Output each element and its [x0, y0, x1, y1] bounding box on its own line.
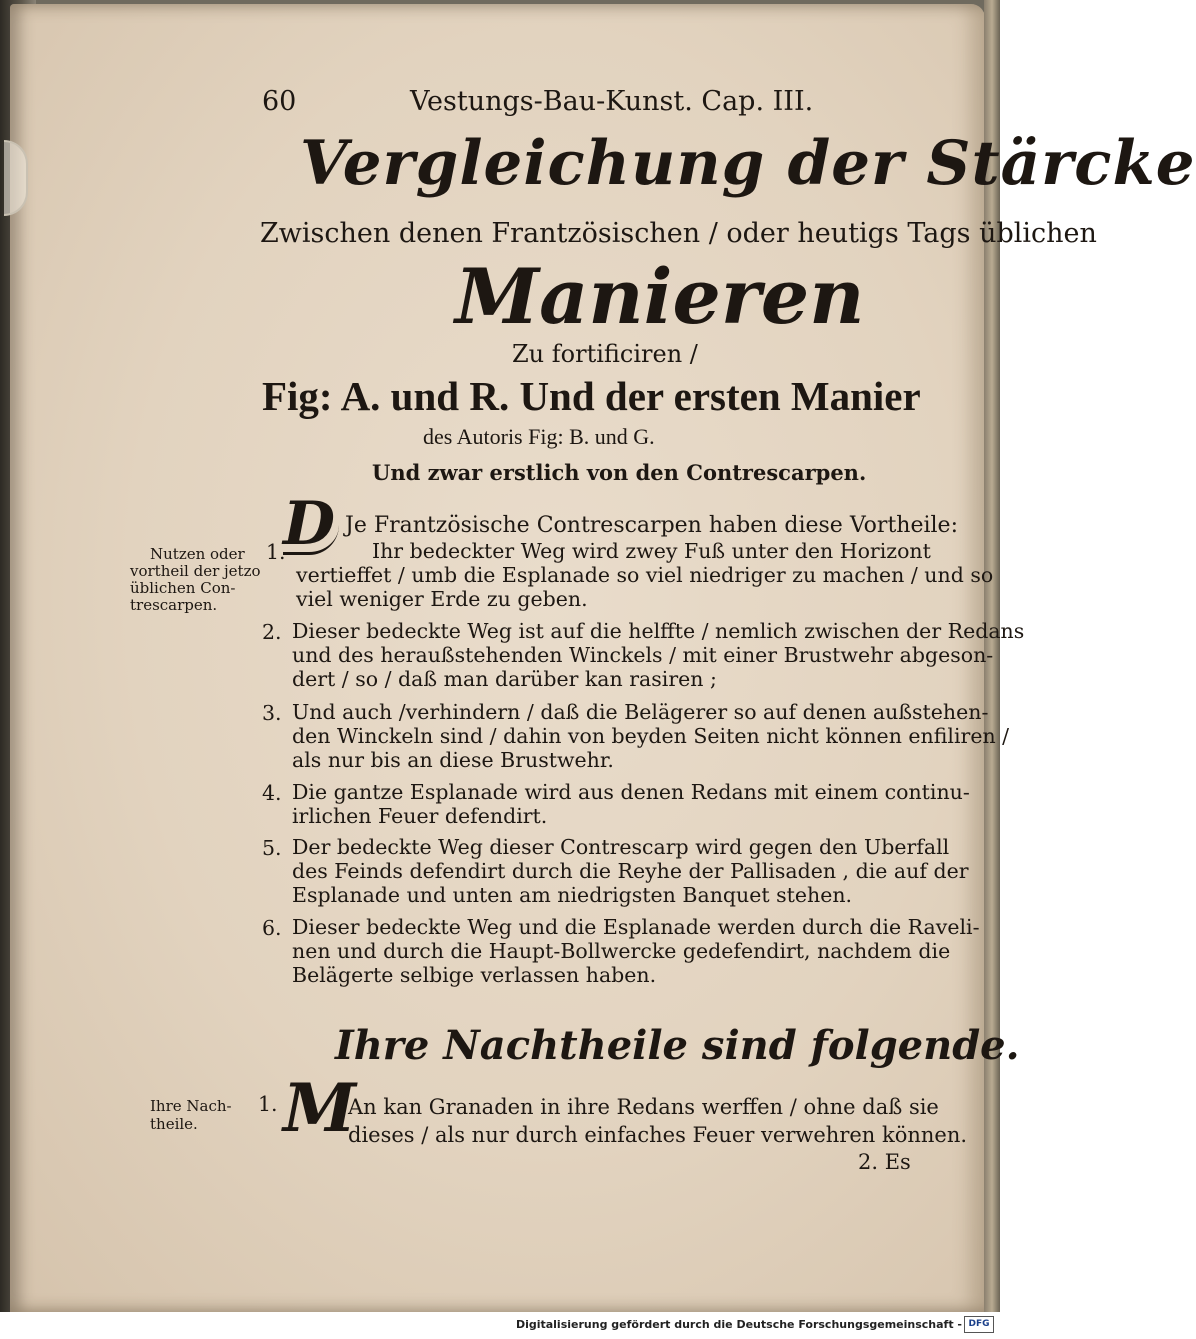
intro-line-1: Je Frantzösische Contrescarpen haben diese Vortheile: [345, 513, 958, 538]
item-3-line-1: Und auch /verhindern / daß die Belägerer so auf denen außstehen- [292, 700, 989, 724]
item-2-line-3: dert / so / daß man darüber kan rasiren ; [292, 667, 717, 691]
item-2-line-1: Dieser bedeckte Weg ist auf die helffte / nemlich zwischen der Redans [292, 619, 1025, 643]
page-number: 60 [262, 86, 297, 117]
item-4-line-2: irlichen Feuer defendirt. [292, 804, 548, 828]
margin-note-line: üblichen Con- [130, 579, 236, 597]
margin-note-line: Ihre Nach- [150, 1097, 232, 1115]
page-clip-mark [4, 140, 28, 216]
item-3-line-3: als nur bis an diese Brustwehr. [292, 748, 614, 772]
margin-note-line: Nutzen oder [150, 545, 245, 563]
item-6-line-3: Belägerte selbige verlassen haben. [292, 963, 657, 987]
catchword: 2. Es [858, 1150, 911, 1174]
title-line-3: Manieren [455, 252, 865, 341]
title-line-1: Vergleichung der Stärcke [300, 128, 1196, 199]
item-6-line-1: Dieser bedeckte Weg und die Esplanade werden durch die Raveli- [292, 915, 980, 939]
intro-line-2: Ihr bedeckter Weg wird zwey Fuß unter den Horizont [372, 539, 931, 563]
margin-note-line: trescarpen. [130, 596, 218, 614]
margin-note-line: theile. [150, 1115, 198, 1133]
item-number: 1. [266, 540, 286, 564]
intro-line-3: vertieffet / umb die Esplanade so viel niedriger zu machen / und so [296, 563, 994, 587]
title-line-4: Zu fortificiren / [512, 340, 698, 368]
drop-cap-d: D [283, 496, 339, 555]
item-2-line-2: und des heraußstehenden Winckels / mit einer Brustwehr abgeson- [292, 643, 994, 667]
item-number: 3. [262, 701, 282, 725]
item-6-line-2: nen und durch die Haupt-Bollwercke gedefendirt, nachdem die [292, 939, 951, 963]
disadvantage-1-line-2: dieses / als nur durch einfaches Feuer verwehren können. [348, 1123, 968, 1147]
item-4-line-1: Die gantze Esplanade wird aus denen Redans mit einem continu- [292, 780, 970, 804]
item-5-line-2: des Feinds defendirt durch die Reyhe der Pallisaden , die auf der [292, 859, 969, 883]
intro-line-4: viel weniger Erde zu geben. [296, 587, 588, 611]
title-line-5: Fig: A. und R. Und der ersten Manier [262, 373, 921, 419]
drop-cap-m: M [283, 1069, 357, 1147]
title-line-2: Zwischen denen Frantzösischen / oder heutigs Tags üblichen [260, 218, 1097, 249]
margin-note-line: vortheil der jetzo [130, 562, 261, 580]
section-heading: Ihre Nachtheile sind folgende. [335, 1022, 1020, 1069]
disadvantage-1-line-1: An kan Granaden in ihre Redans werffen / ohne daß sie [348, 1095, 939, 1119]
item-5-line-3: Esplanade und unten am niedrigsten Banquet stehen. [292, 883, 853, 907]
running-header: Vestungs-Bau-Kunst. Cap. III. [410, 86, 814, 117]
item-number: 2. [262, 620, 282, 644]
dfg-logo: DFG [964, 1316, 994, 1333]
item-3-line-2: den Winckeln sind / dahin von beyden Seiten nicht können enfiliren / [292, 724, 1010, 748]
item-number: 1. [258, 1092, 278, 1116]
item-number: 5. [262, 836, 282, 860]
item-5-line-1: Der bedeckte Weg dieser Contrescarp wird gegen den Uberfall [292, 835, 950, 859]
subheading: Und zwar erstlich von den Contrescarpen. [372, 460, 867, 485]
title-line-6: des Autoris Fig: B. und G. [423, 424, 655, 449]
item-number: 4. [262, 781, 282, 805]
item-number: 6. [262, 916, 282, 940]
footer-credit: Digitalisierung gefördert durch die Deutsche Forschungsgemeinschaft - [515, 1318, 962, 1331]
